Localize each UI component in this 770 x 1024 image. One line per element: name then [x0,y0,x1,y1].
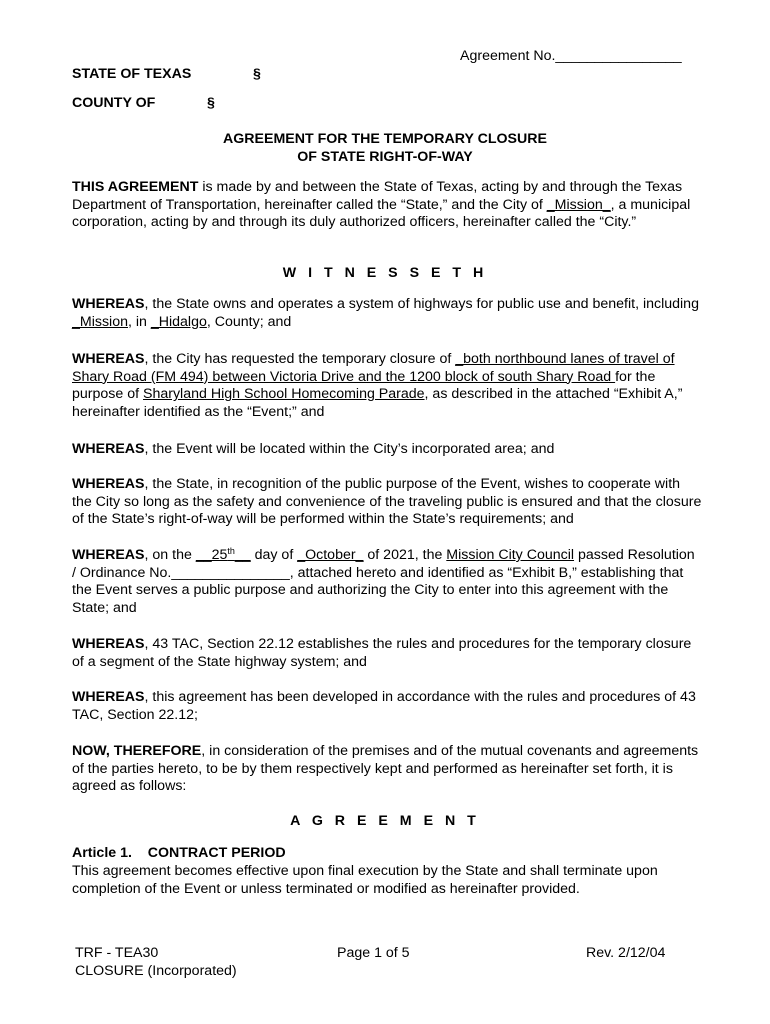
w5-day [196,547,251,563]
intro-text-1: is made by and between the State of Texas, acting by and through the Texas Department of Transportation, hereinafter called the “State,” and the City of [72,179,683,213]
whereas-2 [72,351,702,421]
witnesseth-heading: W I T N E S S E T H [282,265,488,281]
w1-county: _Hidalgo [150,313,207,330]
footer-form-type: CLOSURE (Incorporated) [75,963,237,979]
agreement-number-blank: ________________ [555,48,682,64]
title-line-2: OF STATE RIGHT-OF-WAY [297,149,473,165]
w5-text-4: passed Resolution / Ordinance No. [72,547,695,581]
w2-closure: _both northbound lanes of travel of Shary Road (FM 494) between Victoria Drive and the 1200 block of south Shary Road [72,351,675,385]
footer-form-id: TRF - TEA30 [75,945,159,961]
w5-month: _October_ [297,547,364,563]
whereas-label: WHEREAS [72,636,145,652]
w1-city: _Mission [72,313,128,330]
whereas-5 [72,547,702,617]
w5-ordinance-blank: _______________ [171,564,290,581]
w5-text-2: day of [250,547,298,563]
whereas-7 [72,689,702,724]
whereas-label: WHEREAS [72,476,145,492]
w5-council: Mission City Council [446,547,575,563]
whereas-4 [72,476,702,529]
w5-text-3: of 2021, the [363,547,447,563]
intro-lead: THIS AGREEMENT [72,179,199,195]
now-therefore-paragraph [72,743,702,796]
footer-revision: Rev. 2/12/04 [586,945,666,961]
state-section-symbol: § [253,66,261,82]
w2-purpose: Sharyland High School Homecoming Parade [143,386,425,403]
intro-paragraph [72,179,702,232]
footer-page-number: Page 1 of 5 [337,945,410,961]
w5-day-number: __25 [195,547,228,563]
title-line-1: AGREEMENT FOR THE TEMPORARY CLOSURE [223,131,547,147]
w6-text: , 43 TAC, Section 22.12 establishes the rules and procedures for the temporary closure of a segment of the State highway system; and [72,636,692,670]
now-text: , in consideration of the premises and of the mutual covenants and agreements of the parties hereto, to be by them respectively kept and performed as hereinafter set forth, it is agreed as follows: [72,743,699,795]
article-1-text: This agreement becomes effective upon final execution by the State and shall terminate upon completion of the Event or unless terminated or modified as hereinafter provided. [72,863,658,897]
county-section-symbol: § [207,95,215,111]
w2-text-2: for the purpose of [72,368,656,403]
state-label: STATE OF TEXAS [72,66,192,82]
w1-text-3: , County; and [206,313,292,330]
w7-text: , this agreement has been developed in accordance with the rules and procedures of 43 TAC, Section 22.12; [72,689,696,723]
agreement-number-label: Agreement No. [460,48,556,64]
w5-day-suffix: th [227,546,235,556]
whereas-6 [72,636,702,671]
intro-text-2: , a municipal corporation, acting by and through its duly authorized officers, hereinafter called the “City.” [72,196,691,231]
whereas-label: WHEREAS [72,351,145,367]
whereas-label: WHEREAS [72,689,145,705]
whereas-3 [72,441,702,459]
w4-text: , the State, in recognition of the public purpose of the Event, wishes to cooperate with the City so long as the safety and convenience of the traveling public is ensured and that the closure of the State’s right-of-way will be performed within the State’s requirements; and [72,476,702,528]
county-label: COUNTY OF [72,95,156,111]
whereas-label: WHEREAS [72,296,145,312]
whereas-label: WHEREAS [72,441,145,457]
w5-day-tail: __ [234,547,251,563]
w2-text-1: , the City has requested the temporary closure of [144,351,456,367]
w1-text-1: , the State owns and operates a system of highways for public use and benefit, including [144,296,699,312]
w5-text-5: , attached hereto and identified as “Exhibit B,” establishing that the Event serves a public purpose and authorizing the City to enter into this agreement with the State; and [72,564,684,616]
whereas-label: WHEREAS [72,547,145,563]
w5-text-1: , on the [144,547,196,563]
now-lead: NOW, THEREFORE [72,743,202,759]
w2-text-3: , as described in the attached “Exhibit A,” hereinafter identified as the “Event;” and [72,386,683,420]
whereas-1 [72,296,702,331]
intro-city: _Mission_ [546,196,611,213]
agreement-number-field [460,48,682,66]
agreement-heading: A G R E E M E N T [290,813,480,829]
article-1-heading: Article 1. CONTRACT PERIOD [72,845,286,861]
w1-text-2: , in [127,313,151,330]
w3-text: , the Event will be located within the City’s incorporated area; and [144,441,555,457]
